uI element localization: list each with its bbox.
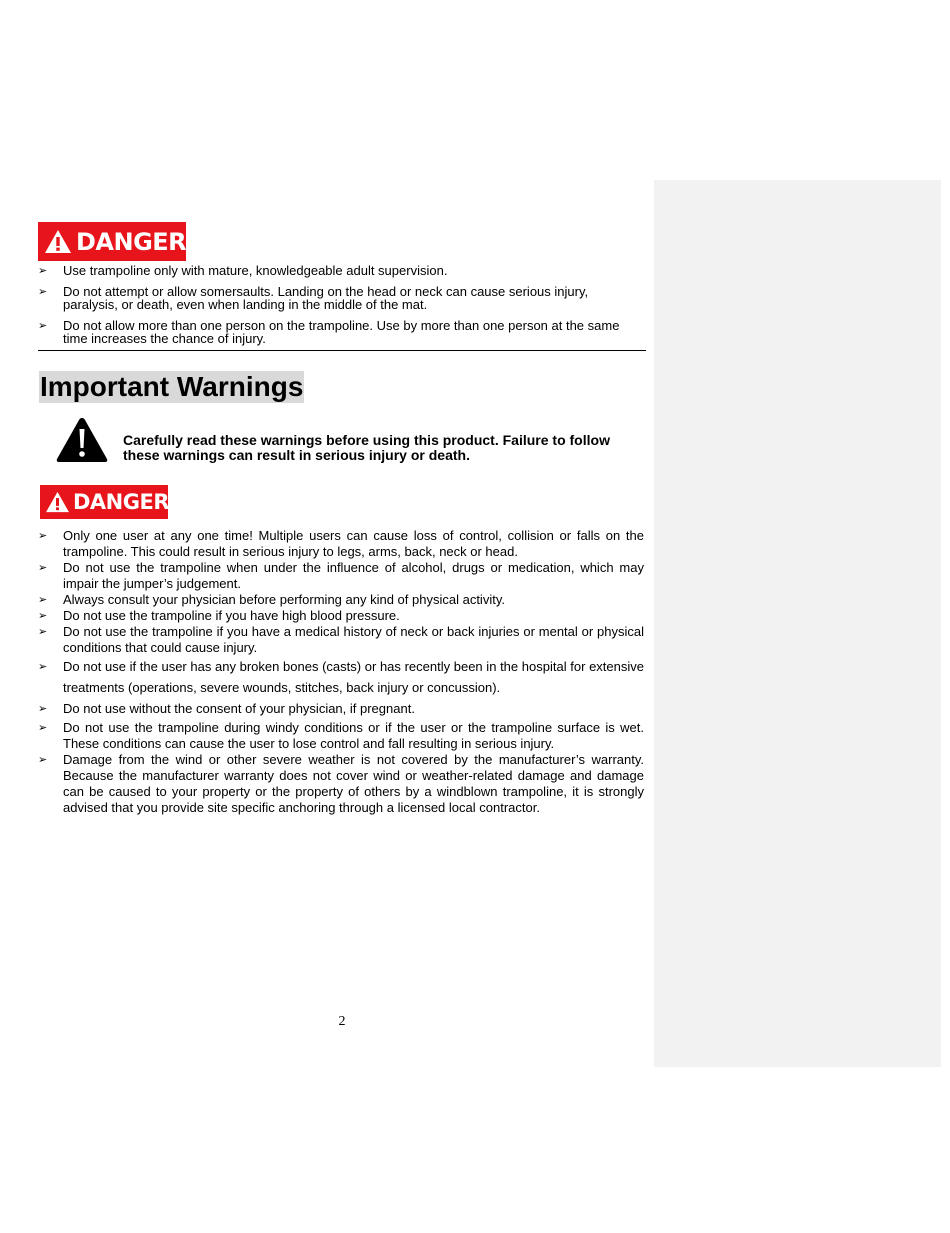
danger-badge xyxy=(38,222,186,261)
arrow-bullet-icon: ➢ xyxy=(38,593,48,606)
danger-badge xyxy=(40,485,168,519)
arrow-bullet-icon: ➢ xyxy=(38,561,48,574)
margin-panel xyxy=(654,180,941,1067)
list-item: ➢ Do not use the trampoline if you have high blood pressure. xyxy=(38,608,400,623)
section-divider xyxy=(38,350,646,351)
danger-label: DANGER xyxy=(76,227,187,256)
page-title: Important Warnings xyxy=(40,371,304,402)
warning-triangle-icon xyxy=(44,229,72,254)
arrow-bullet-icon: ➢ xyxy=(38,721,48,734)
list-item: ➢ Do not use the trampoline if you have a medical history of neck or back injuries or mental or physical conditions that could cause injury. xyxy=(38,624,644,655)
list-item: ➢ Do not use if the user has any broken bones (casts) or has recently been in the hospital for extensive treatments (operations, severe wounds, stitches, back injury or concussion). xyxy=(38,656,644,698)
list-item: ➢ Do not use the trampoline during windy conditions or if the user or the trampoline surface is wet. These conditions can cause the user to lose control and fall resulting in serious injury. xyxy=(38,720,644,751)
arrow-bullet-icon: ➢ xyxy=(38,284,48,298)
list-item: ➢ Use trampoline only with mature, knowledgeable adult supervision. xyxy=(38,263,448,278)
supervision-list xyxy=(38,264,644,346)
list-item: ➢ Do not attempt or allow somersaults. Landing on the head or neck can cause serious injury, paralysis, or death, even when landing in the middle of the mat. xyxy=(38,283,589,312)
arrow-bullet-icon: ➢ xyxy=(38,753,48,766)
warning-callout: Carefully read these warnings before using this product. Failure to follow these warnings can result in serious injury or death. xyxy=(123,432,610,463)
arrow-bullet-icon: ➢ xyxy=(38,264,48,277)
arrow-bullet-icon: ➢ xyxy=(38,702,48,715)
arrow-bullet-icon: ➢ xyxy=(38,318,48,332)
warning-triangle-icon xyxy=(45,491,70,513)
arrow-bullet-icon: ➢ xyxy=(38,625,48,638)
page-number: 2 xyxy=(338,1014,346,1029)
list-item: ➢ Always consult your physician before performing any kind of physical activity. xyxy=(38,592,505,607)
warnings-list xyxy=(38,528,644,816)
list-item: ➢ Damage from the wind or other severe weather is not covered by the manufacturer’s warranty. Because the manufacturer warranty does not cover wind or weather-related damage and damage can be caused to your property or the property of others by a windblown trampoline, it is strongly advised that you provide site specific anchoring through a licensed local contractor. xyxy=(38,752,644,815)
arrow-bullet-icon: ➢ xyxy=(38,529,48,542)
list-item: ➢ Do not use without the consent of your physician, if pregnant. xyxy=(38,701,415,716)
caution-triangle-icon xyxy=(55,416,109,464)
arrow-bullet-icon: ➢ xyxy=(38,609,48,622)
list-item: ➢ Only one user at any one time! Multiple users can cause loss of control, collision or falls on the trampoline. This could result in serious injury to legs, arms, back, neck or head. xyxy=(38,528,644,559)
list-item: ➢ Do not allow more than one person on the trampoline. Use by more than one person at the same time increases the chance of injury. xyxy=(38,317,620,346)
arrow-bullet-icon: ➢ xyxy=(38,660,48,673)
list-item: ➢ Do not use the trampoline when under the influence of alcohol, drugs or medication, which may impair the jumper’s judgement. xyxy=(38,560,644,591)
danger-label: DANGER xyxy=(73,490,170,514)
